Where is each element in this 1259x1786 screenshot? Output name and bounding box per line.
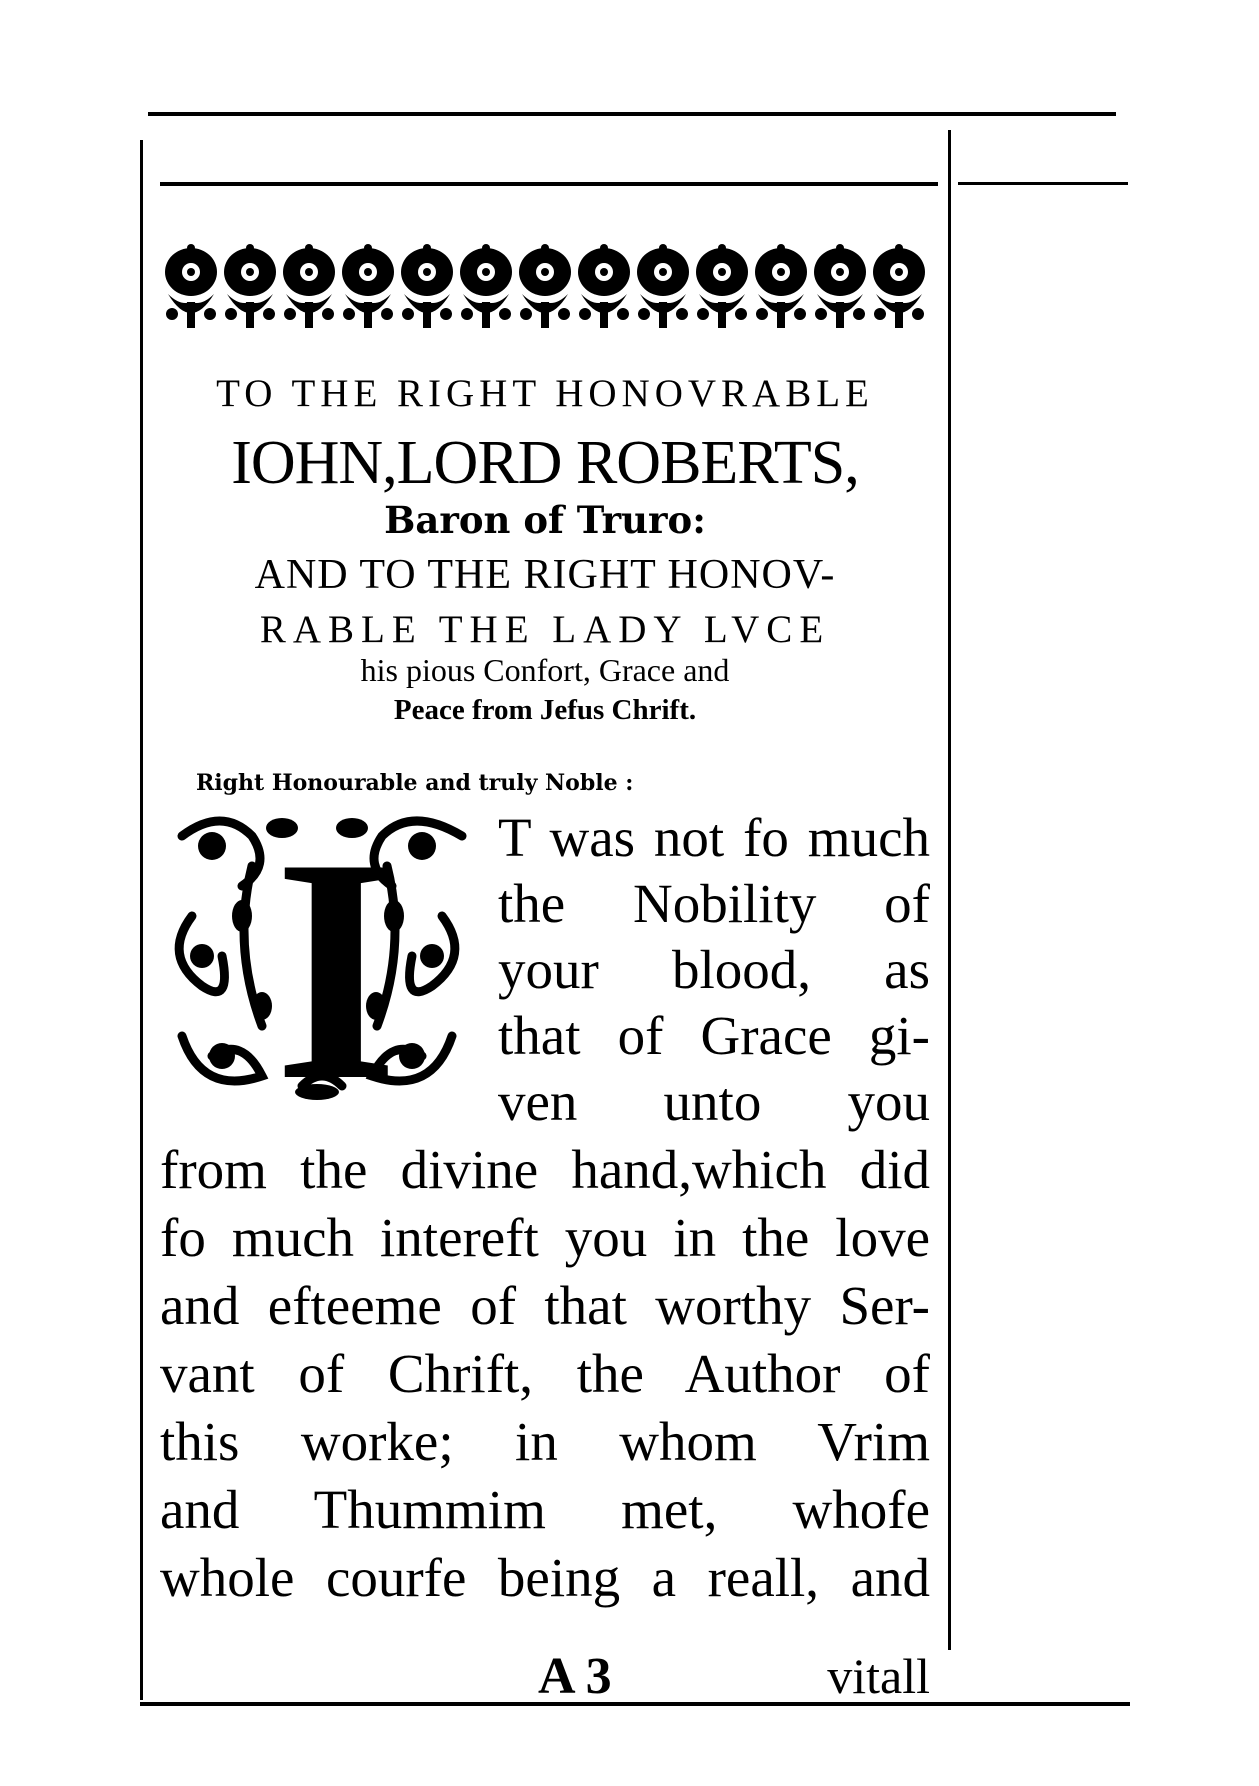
body-line-8: and efteeme of that worthy Ser- bbox=[160, 1275, 930, 1336]
decorated-initial bbox=[162, 793, 472, 1147]
dedication-line-2: IOHN,LORD ROBERTS, bbox=[231, 429, 859, 497]
left-border-rule bbox=[140, 140, 143, 1700]
initial-letter: I bbox=[274, 793, 399, 1147]
body-line-5: ven unto you bbox=[498, 1071, 930, 1132]
top-border-rule bbox=[148, 112, 1116, 116]
dedication-line-7: Peace from Jefus Chrift. bbox=[393, 694, 697, 726]
body-line-7: fo much intereft you in the love bbox=[160, 1207, 930, 1268]
body-line-10: this worke; in whom Vrim bbox=[160, 1411, 930, 1472]
header-rule-right bbox=[958, 182, 1128, 185]
dedication-line-1: TO THE RIGHT HONOVRABLE bbox=[216, 372, 874, 415]
dedication-line-5: RABLE THE LADY LVCE bbox=[259, 608, 831, 651]
body-line-9: vant of Chrift, the Author of bbox=[160, 1343, 930, 1404]
body-line-12: whole courfe being a reall, and bbox=[160, 1547, 930, 1608]
body-line-11: and Thummim met, whofe bbox=[160, 1479, 930, 1540]
salutation: Right Honourable and truly Noble : bbox=[196, 770, 634, 796]
ornament-band bbox=[162, 244, 934, 330]
bottom-border-rule bbox=[140, 1702, 1130, 1706]
dedication-line-6: his pious Confort, Grace and bbox=[360, 652, 730, 688]
dedication-line-4: AND TO THE RIGHT HONOV- bbox=[254, 552, 836, 598]
right-border-rule bbox=[948, 130, 951, 1650]
header-rule bbox=[160, 182, 938, 186]
signature-mark: A 3 bbox=[538, 1648, 612, 1705]
body-line-4: that of Grace gi- bbox=[498, 1005, 930, 1066]
catchword: vitall bbox=[827, 1648, 930, 1704]
body-line-2: the Nobility of bbox=[498, 873, 930, 934]
body-line-1: T was not fo much bbox=[498, 807, 930, 868]
body-line-3: your blood, as bbox=[498, 939, 930, 1000]
body-line-6: from the divine hand,which did bbox=[160, 1139, 930, 1200]
dedication-line-3: Baron of Truro: bbox=[384, 498, 706, 542]
